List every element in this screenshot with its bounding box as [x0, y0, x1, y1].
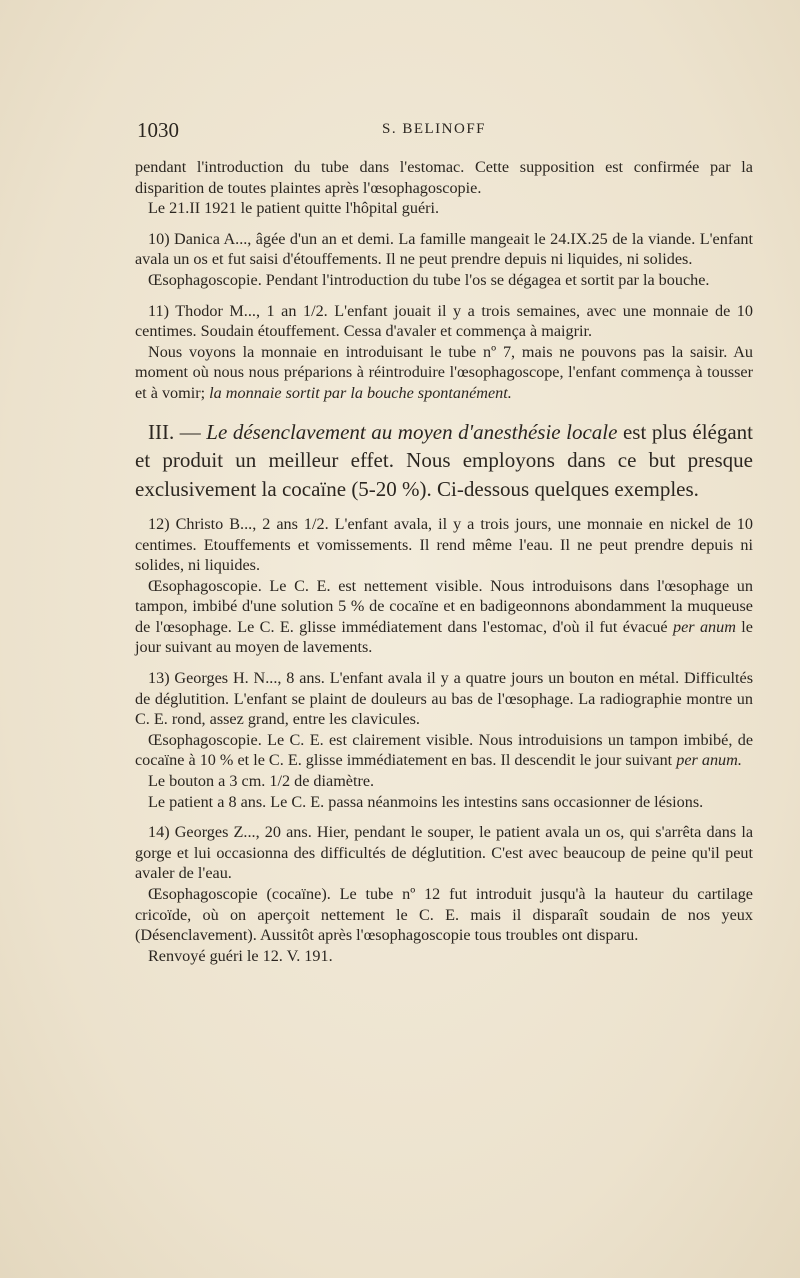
page-header	[137, 118, 752, 148]
text-span: le jour suivant au moyen de lavements.	[135, 617, 753, 657]
italic-text: la monnaie sortit par la bouche spontanément.	[209, 383, 512, 402]
text-span: Œsophagoscopie. Le C. E. est clairement visible. Nous introduisions un tampon imbibé, de cocaïne à 10 % et le C. E. glisse immédiatement en bas. Il descendit le jour suivant	[135, 730, 753, 770]
section-text: est plus élégant et produit un meilleur effet. Nous employons dans ce but presque exclusivement la cocaïne (5-20 %). Ci-dessous quelques exemples.	[135, 419, 754, 502]
paragraph: Renvoyé guéri le 12. V. 191.	[148, 946, 333, 965]
paragraph: Le bouton a 3 cm. 1/2 de diamètre.	[148, 772, 375, 791]
section-number: III. —	[148, 419, 201, 444]
paragraph: pendant l'introduction du tube dans l'estomac. Cette supposition est confirmée par la disparition de toutes plaintes après l'œsophagoscopie.	[135, 158, 753, 197]
paragraph: Œsophagoscopie. Pendant l'introduction du tube l'os se dégagea et sortit par la bouche.	[148, 270, 710, 289]
case-14: 14) Georges Z..., 20 ans. Hier, pendant le souper, le patient avala un os, qui s'arrêta dans la gorge et lui occasionna des difficultés de déglutition. C'est avec beaucoup de peine qu'il peut avaler de l'eau.	[135, 823, 753, 883]
paragraph	[135, 342, 753, 404]
case-13: 13) Georges H. N..., 8 ans. L'enfant avala il y a quatre jours un bouton en métal. Difficultés de déglutition. L'enfant se plaint de douleurs au bas de l'œsophage. La radiographie montre un C. E. rond, assez grand, entre les clavicules.	[135, 669, 753, 729]
running-head: S. BELINOFF	[382, 121, 487, 137]
text-span: Œsophagoscopie. Le C. E. est nettement visible. Nous introduisons dans l'œsophage un tampon, imbibé d'une solution 5 % de cocaïne et en badigeonnons abondamment la muqueuse de l'œsophage. Le C. E. glisse immédiatement dans l'estomac, d'où il fut évacué	[135, 576, 753, 636]
case-10: 10) Danica A..., âgée d'un an et demi. La famille mangeait le 24.IX.25 de la viande. L'enfant avala un os et fut saisi d'étouffements. Il ne peut prendre depuis ni liquides, ni solides.	[135, 229, 753, 269]
paragraph: Le 21.II 1921 le patient quitte l'hôpital guéri.	[148, 199, 440, 218]
page-number: 1030	[137, 118, 179, 142]
section-title: Le désenclavement au moyen d'anesthésie locale	[206, 419, 618, 444]
paragraph: Le patient a 8 ans. Le C. E. passa néanmoins les intestins sans occasionner de lésions.	[148, 792, 704, 811]
page-body	[135, 157, 753, 966]
italic-text: per anum	[673, 617, 736, 636]
italic-text: per anum.	[676, 751, 742, 770]
text-span: Nous voyons la monnaie en introduisant le tube nº 7, mais ne pouvons pas la saisir. Au moment où nous nous préparions à réintroduire l'œsophagoscope, l'enfant commença à tousser et à vomir;	[135, 342, 753, 402]
case-11: 11) Thodor M..., 1 an 1/2. L'enfant jouait il y a trois semaines, avec une monnaie de 10 centimes. Soudain étouffement. Cessa d'avaler et commença à maigrir.	[135, 301, 753, 341]
section-iii	[135, 418, 753, 504]
paragraph	[135, 576, 753, 658]
paragraph	[135, 730, 753, 771]
paragraph: Œsophagoscopie (cocaïne). Le tube nº 12 fut introduit jusqu'à la hauteur du cartilage cricoïde, où on aperçoit nettement le C. E. mais il disparaît soudain de nos yeux (Désenclavement). Aussitôt après l'œsophagoscopie tous troubles ont disparu.	[135, 885, 753, 945]
case-12: 12) Christo B..., 2 ans 1/2. L'enfant avala, il y a trois jours, une monnaie en nickel de 10 centimes. Etouffements et vomissements. Il rend même l'eau. Il ne peut prendre depuis ni solides, ni liquides.	[135, 514, 753, 575]
